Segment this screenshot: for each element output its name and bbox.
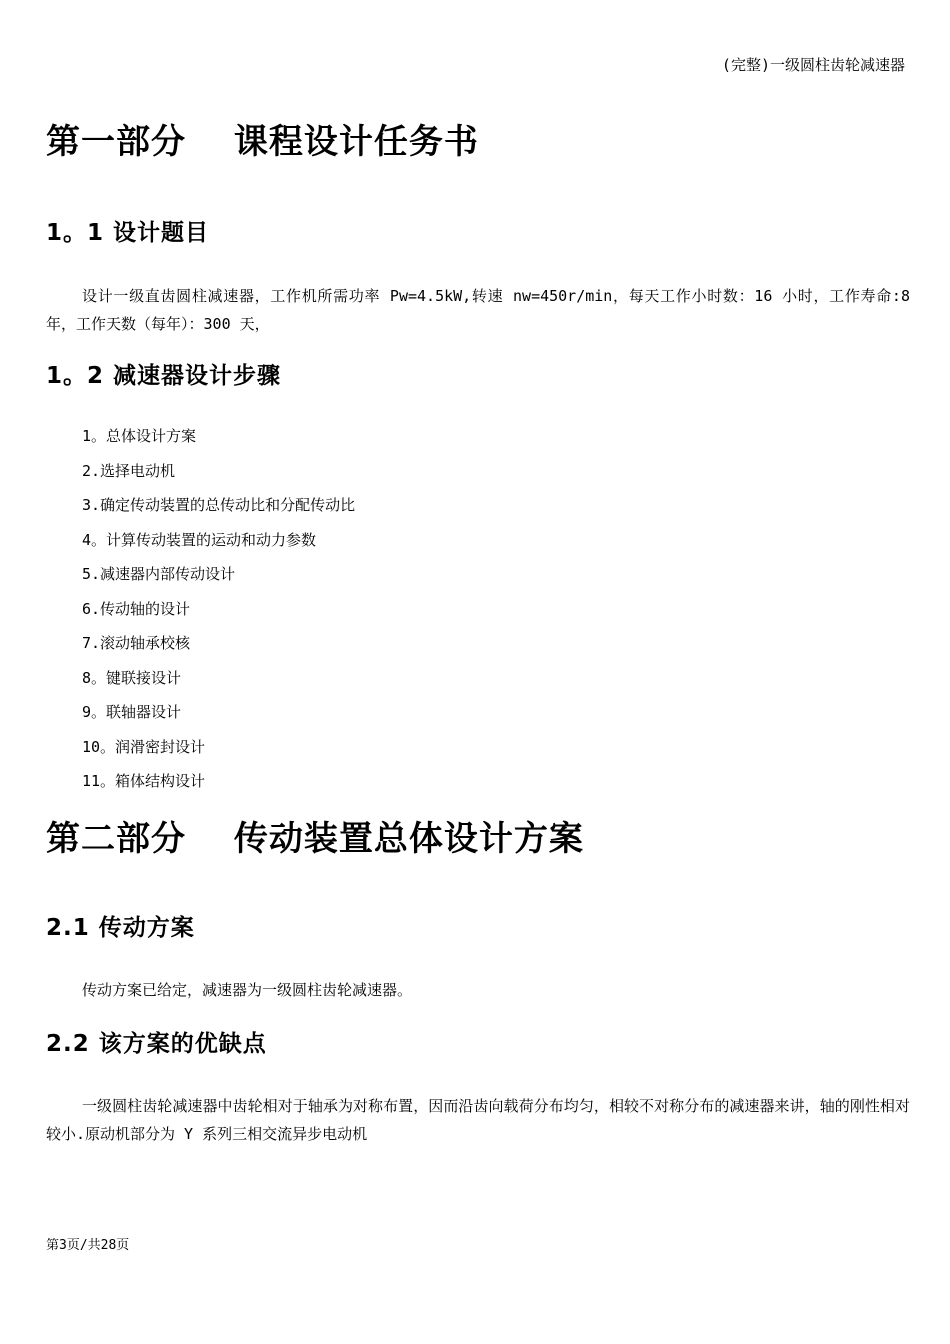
list-item: 1。总体设计方案	[82, 427, 197, 445]
section-2-1-paragraph: 传动方案已给定，减速器为一级圆柱齿轮减速器。	[82, 981, 413, 999]
list-item: 6.传动轴的设计	[82, 599, 191, 618]
section-1-1-paragraph: 设计一级直齿圆柱减速器，工作机所需功率 Pw=4.5kW,转速 nw=450r/min，每天工作小时数：16 小时，工作寿命:8 年，工作天数（每年）：300 天，	[46, 287, 910, 333]
list-item: 11。箱体结构设计	[82, 772, 206, 790]
list-item: 3.确定传动装置的总传动比和分配传动比	[82, 496, 356, 514]
page-number: 第3页/共28页	[46, 1238, 130, 1253]
list-item: 4。计算传动装置的运动和动力参数	[82, 530, 317, 549]
section-2-2-paragraph: 一级圆柱齿轮减速器中齿轮相对于轴承为对称布置，因而沿齿向载荷分布均匀，相较不对称分布的减速器来讲，轴的刚性相对较小.原动机部分为 Y 系列三相交流异步电动机	[46, 1097, 910, 1143]
running-header: (完整)一级圆柱齿轮减速器	[721, 56, 905, 74]
section-2-2-heading: 2.2 该方案的优缺点	[46, 1031, 267, 1057]
section-2-1-heading: 2.1 传动方案	[46, 915, 195, 941]
list-item: 2.选择电动机	[82, 461, 176, 480]
list-item: 8。键联接设计	[82, 668, 182, 687]
list-item: 9。联轴器设计	[82, 703, 182, 721]
list-item: 5.减速器内部传动设计	[82, 565, 236, 583]
list-item: 7.滚动轴承校核	[82, 634, 191, 652]
list-item: 10。润滑密封设计	[82, 737, 206, 756]
part1-title: 第一部分 课程设计任务书	[46, 122, 479, 162]
design-steps-list	[82, 423, 355, 803]
part2-title: 第二部分 传动装置总体设计方案	[46, 819, 584, 859]
section-1-2-heading: 1。2 减速器设计步骤	[46, 363, 282, 389]
section-1-1-heading: 1。1 设计题目	[46, 220, 210, 246]
